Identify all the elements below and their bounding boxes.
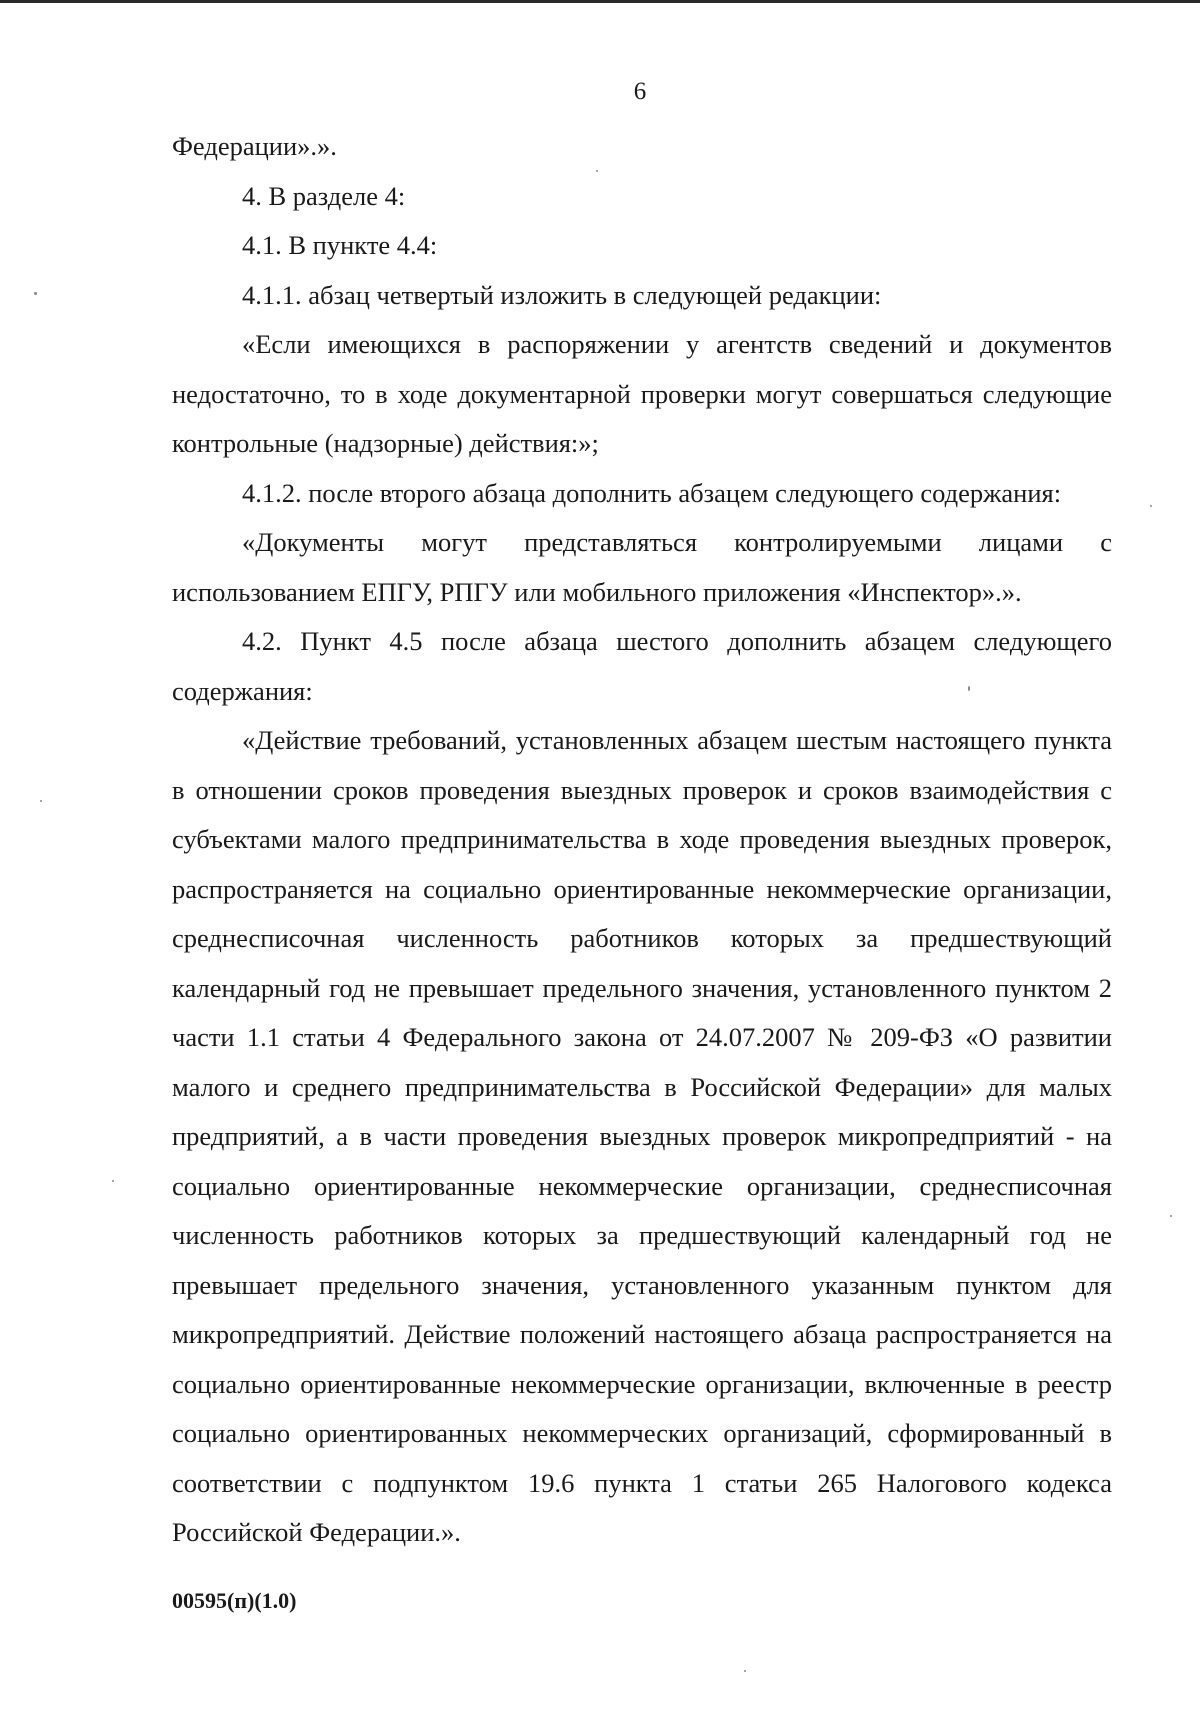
scan-speck (596, 170, 598, 172)
item-4-1-1: 4.1.1. абзац четвертый изложить в следующей редакции: (242, 279, 882, 310)
scan-speck (1170, 1215, 1172, 1217)
page-number: 6 (633, 78, 647, 105)
scan-speck (34, 292, 37, 295)
scan-speck (40, 800, 42, 802)
top-border-line (0, 0, 1200, 3)
document-body (172, 122, 1112, 1558)
scan-speck (1150, 505, 1152, 507)
quoted-text-4-1-1: «Если имеющихся в распоряжении у агентств сведений и документов недостаточно, то в ходе документарной проверки могут совершаться следующие контрольные (надзорные) действия:»; (172, 329, 1112, 458)
item-4-1-2: 4.1.2. после второго абзаца дополнить абзацем следующего содержания: (242, 477, 1062, 508)
quoted-text-4-2: «Действие требований, установленных абзацем шестым настоящего пункта в отношении сроков проведения выездных проверок и сроков взаимодействия с субъектами малого предпринимательства в ходе проведения выездных проверок, распространяется на социально ориентированные некоммерческие организации, среднесписочная численность работников которых за предшествующий календарный год не превышает предельного значения, установленного пунктом 2 части 1.1 статьи 4 Федерального закона от 24.07.2007 № 209-ФЗ «О развитии малого и среднего предпринимательства в Российской Федерации» для малых предприятий, а в части проведения выездных проверок микропредприятий - на социально ориентированные некоммерческие организации, среднесписочная численность работников которых за предшествующий календарный год не превышает предельного значения, установленного указанным пунктом для микропредприятий. Действие положений настоящего абзаца распространяется на социально ориентированные некоммерческие организации, включенные в реестр социально ориентированных некоммерческих организаций, сформированный в соответствии с подпунктом 19.6 пункта 1 статьи 265 Налогового кодекса Российской Федерации.». (172, 725, 1112, 1547)
document-code: 00595(п)(1.0) (172, 1588, 297, 1613)
scan-speck (968, 686, 970, 691)
scan-speck (112, 1180, 114, 1182)
scan-speck (744, 1670, 746, 1672)
section-4-heading: 4. В разделе 4: (242, 180, 406, 211)
item-4-2: 4.2. Пункт 4.5 после абзаца шестого дополнить абзацем следующего содержания: (172, 626, 1112, 706)
quoted-text-4-1-2: «Документы могут представляться контролируемыми лицами с использованием ЕПГУ, РПГУ или мобильного приложения «Инспектор».». (172, 527, 1112, 607)
paragraph-continuation: Федерации».». (172, 131, 337, 161)
item-4-1: 4.1. В пункте 4.4: (242, 230, 438, 260)
